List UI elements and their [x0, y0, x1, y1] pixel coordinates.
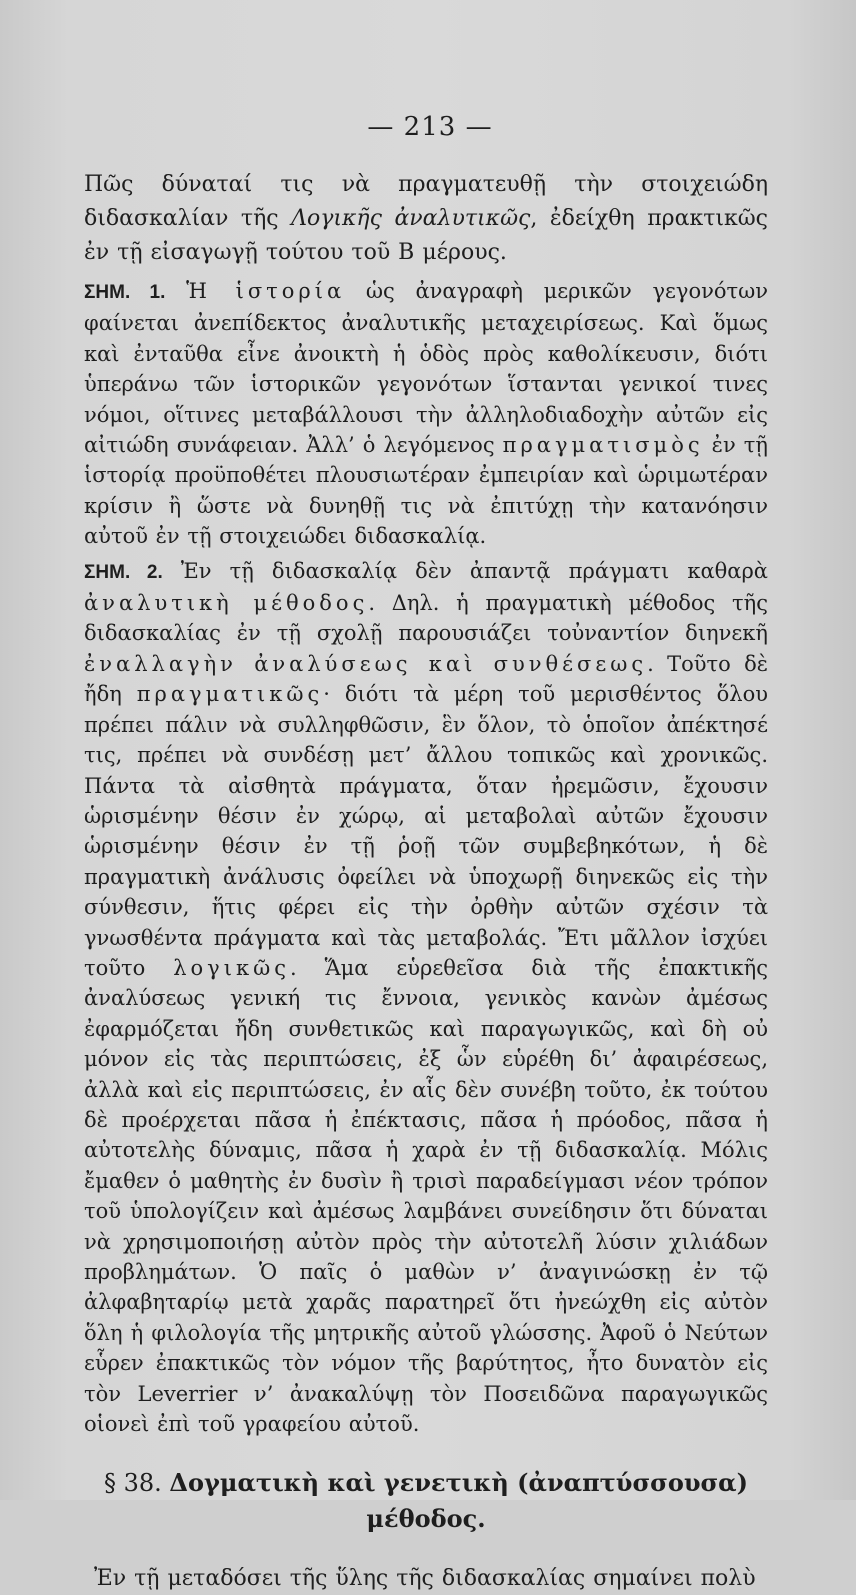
- intro-italic: Λογικῆς ἀναλυτικῶς: [291, 206, 531, 231]
- intro-paragraph: [84, 168, 768, 270]
- note-2-text-4: · διότι τὰ μέρη τοῦ μερισθέντος ὅλου πρέπει πάλιν νὰ συλληφθῶσιν, ἓν ὅλον, τὸ ὁποῖον ἀπέκτησέ τις, πρέπει νὰ συνδέσῃ μετ’ ἄλλου τοπικῶς καὶ χρονικῶς. Πάντα τὰ αἰσθητὰ πράγματα, ὅταν ἠρεμῶσιν, ἔχουσιν ὡρισμένην θέσιν ἐν χώρῳ, αἱ μεταβολαὶ αὐτῶν ἔχουσιν ὡρισμένην θέσιν ἐν τῇ ῥοῇ τῶν συμβεβηκότων, ἡ δὲ πραγματικὴ ἀνάλυσις ὀφείλει νὰ ὑποχωρῇ διηνεκῶς εἰς τὴν σύνθεσιν, ἥτις φέρει εἰς τὴν ὀρθὴν αὐτῶν σχέσιν τὰ γνωσθέντα πράγματα καὶ τὰς μεταβολάς. Ἔτι μᾶλλον ἰσχύει τοῦτο: [84, 682, 768, 980]
- note-2-text-2: . Δηλ. ἡ πραγματικὴ μέθοδος τῆς διδασκαλίας ἐν τῇ σχολῇ παρουσιάζει τοὐναντίον διηνεκῆ: [84, 591, 768, 646]
- note-1-label: ΣΗΜ. 1.: [84, 282, 166, 303]
- page-number: — 213 —: [367, 112, 493, 142]
- note-2-text-3: . Τοῦτο δὲ ἤδη: [84, 651, 768, 707]
- note-2-text-5: . Ἅμα εὑρεθεῖσα διὰ τῆς ἐπακτικῆς ἀναλύσεως γενική τις ἔννοια, γενικὸς κανὼν ἀμέσως ἐφαρμόζεται ἤδη συνθετικῶς καὶ παραγωγικῶς, καὶ δὴ οὐ μόνον εἰς τὰς περιπτώσεις, ἐξ ὧν εὑρέθη δι’ ἀφαιρέσεως, ἀλλὰ καὶ εἰς περιπτώσεις, ἐν αἷς δὲν συνέβη τοῦτο, ἐκ τούτου δὲ προέρχεται πᾶσα ἡ ἐπέκτασις, πᾶσα ἡ πρόοδος, πᾶσα ἡ αὐτοτελὴς δύναμις, πᾶσα ἡ χαρὰ ἐν τῇ διδασκαλίᾳ. Μόλις ἔμαθεν ὁ μαθητὴς ἐν δυσὶν ἢ τρισὶ παραδείγμασι νέον τρόπον τοῦ ὑπολογίζειν καὶ ἀμέσως λαμβάνει συνείδησιν ὅτι δύναται νὰ χρησιμοποιήσῃ αὐτὸν πρὸς τὴν αὐτοτελῆ λύσιν χιλιάδων προβλημάτων. Ὁ παῖς ὁ μαθὼν ν’ ἀναγινώσκῃ ἐν τῷ ἀλφαβηταρίῳ μετὰ χαρᾶς παρατηρεῖ ὅτι ἠνεώχθη εἰς αὐτὸν ὅλη ἡ φιλολογία τῆς μητρικῆς αὐτοῦ γλώσσης. Ἀφοῦ ὁ Νεύτων εὗρεν ἐπακτικῶς τὸν νόμον τῆς βαρύτητος, ἦτο δυνατὸν εἰς τὸν Leverrier ν’ ἀνακαλύψῃ τὸν Ποσειδῶνα παραγωγικῶς οἱονεὶ ἐπὶ τοῦ γραφείου αὐτοῦ.: [84, 955, 768, 1437]
- note-1-text-2: ἐν τῇ ἱστορίᾳ προϋποθέτει πλουσιωτέραν ἐμπειρίαν καὶ ὡριμωτέραν κρίσιν ἢ ὥστε νὰ δυνηθῇ τις νὰ ἐπιτύχῃ τὴν κατανόησιν αὐτοῦ ἐν τῇ στοιχειώδει διδασκαλίᾳ.: [84, 433, 768, 549]
- section-first-line: Ἐν τῇ μεταδόσει τῆς ὕλης τῆς διδασκαλίας σημαίνει πολὺ: [94, 1566, 756, 1592]
- section-title-line-1: Δογματικὴ καὶ γενετικὴ (ἀναπτύσσουσα): [169, 1468, 749, 1498]
- note-1-spaced-term: Ἡ ἱστορία: [186, 279, 346, 303]
- section-number: § 38.: [103, 1469, 162, 1498]
- section-title-line-2: μέθοδος.: [366, 1504, 486, 1534]
- note-2-spaced-term-4: λογικῶς: [173, 955, 290, 980]
- intro-text-1: Πῶς δύναταί τις νὰ πραγματευθῇ τὴν στοιχειώδη διδασκαλίαν τῆς: [84, 172, 768, 231]
- intro-text-2: , ἐδείχθη πρακτικῶς ἐν τῇ εἰσαγωγῇ τούτου τοῦ Β μέρους.: [84, 206, 768, 265]
- note-1-text-1: ὡς ἀναγραφὴ μερικῶν γεγονότων φαίνεται ἀνεπίδεκτος ἀναλυτικῆς μεταχειρίσεως. Καὶ ὅμως καὶ ἐνταῦθα εἶνε ἀνοικτὴ ἡ ὁδὸς πρὸς καθολίκευσιν, διότι ὑπεράνω τῶν ἱστορικῶν γεγονότων ἵστανται γενικοί τινες νόμοι, οἵτινες μεταβάλλουσι τὴν ἀλληλοδιαδοχὴν αὐτῶν εἰς αἰτιώδη συνάφειαν. Ἀλλ’ ὁ λεγόμενος: [84, 279, 768, 458]
- note-2-label: ΣΗΜ. 2.: [84, 561, 163, 583]
- note-2-spaced-term-1: ἀναλυτικὴ μέθοδος: [84, 591, 369, 616]
- note-2-spaced-term-2: ἐναλλαγὴν ἀναλύσεως καὶ συνθέσεως: [84, 651, 648, 676]
- note-1-spaced-term-2: πραγματισμὸς: [502, 433, 704, 458]
- note-2: [84, 556, 768, 1440]
- note-2-spaced-term-3: πραγματικῶς: [136, 682, 324, 707]
- note-2-text-1: Ἐν τῇ διδασκαλίᾳ δὲν ἀπαντᾷ πράγματι καθαρὰ: [162, 558, 768, 583]
- note-1: [84, 276, 768, 552]
- section-heading: [84, 1465, 768, 1537]
